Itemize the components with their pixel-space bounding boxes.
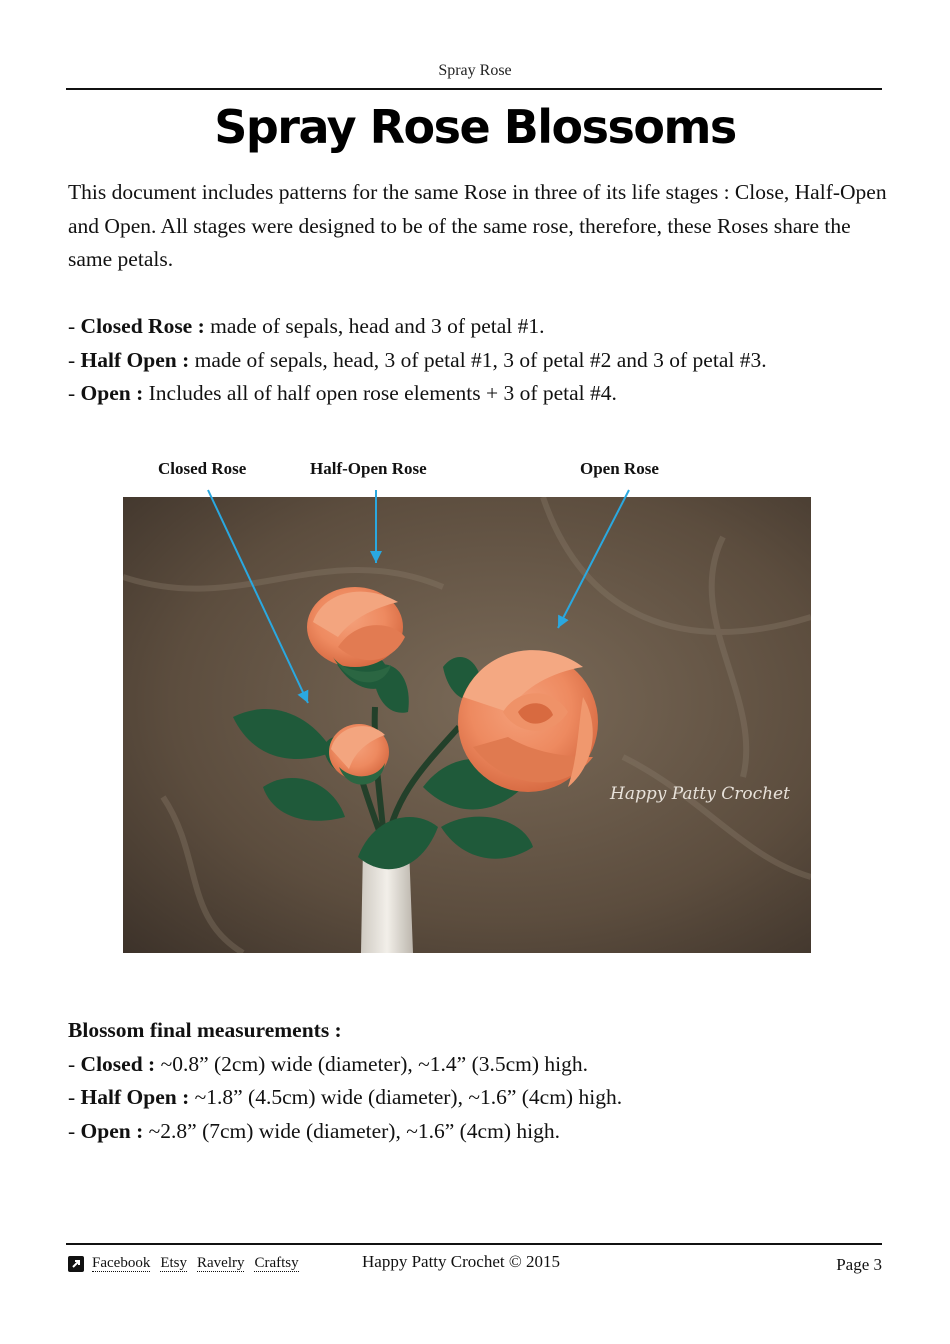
header-rule (66, 88, 882, 90)
list-item: - Open : Includes all of half open rose elements + 3 of petal #4. (68, 381, 617, 405)
measurement-list (68, 1014, 898, 1148)
measurement-value: ~0.8” (2cm) wide (diameter), ~1.4” (3.5cm) high. (155, 1051, 589, 1076)
stage-list (68, 310, 898, 411)
measurement-name: Open : (80, 1118, 144, 1143)
list-item: - Closed : ~0.8” (2cm) wide (diameter), ~1.4” (3.5cm) high. (68, 1051, 589, 1076)
page-number: Page 3 (836, 1255, 882, 1274)
list-item: - Half Open : made of sepals, head, 3 of petal #1, 3 of petal #2 and 3 of petal #3. (68, 347, 767, 372)
footer-link-etsy[interactable]: Etsy (160, 1255, 187, 1271)
measurement-value: ~2.8” (7cm) wide (diameter), ~1.6” (4cm) high. (143, 1118, 560, 1143)
measurement-value: ~1.8” (4.5cm) wide (diameter), ~1.6” (4cm) high. (189, 1085, 623, 1109)
stage-name: Half Open : (80, 347, 190, 372)
footer-link-ravelry[interactable]: Ravelry (197, 1255, 245, 1271)
measurement-name: Closed : (80, 1051, 156, 1076)
rose-photo (123, 497, 811, 953)
intro-paragraph: This document includes patterns for the same Rose in three of its life stages : Close, Half-Open and Open. All stages were designed to be of the same rose, therefore, these Roses share the same petals. (68, 180, 887, 271)
measurement-heading: Blossom final measurements : (68, 1018, 342, 1042)
label-half-open-rose: Half-Open Rose (310, 459, 427, 478)
stage-name: Open : (80, 381, 144, 405)
footer-link-craftsy[interactable]: Craftsy (254, 1255, 299, 1271)
running-header: Spray Rose (438, 62, 512, 79)
list-item: - Open : ~2.8” (7cm) wide (diameter), ~1.6” (4cm) high. (68, 1118, 560, 1143)
footer-rule (66, 1243, 882, 1245)
label-closed-rose: Closed Rose (158, 459, 247, 478)
stage-description: Includes all of half open rose elements + 3 of petal #4. (143, 381, 617, 405)
footer-copyright: Happy Patty Crochet © 2015 (362, 1252, 560, 1271)
stage-description: made of sepals, head and 3 of petal #1. (204, 314, 545, 338)
measurement-name: Half Open : (80, 1085, 190, 1109)
external-link-icon (68, 1256, 84, 1272)
list-item: - Closed Rose : made of sepals, head and 3 of petal #1. (68, 314, 545, 338)
stage-description: made of sepals, head, 3 of petal #1, 3 of petal #2 and 3 of petal #3. (189, 347, 767, 372)
page-title: Spray Rose Blossoms (214, 100, 736, 154)
photo-watermark: Happy Patty Crochet (610, 784, 790, 804)
footer-link-facebook[interactable]: Facebook (92, 1255, 151, 1271)
label-open-rose: Open Rose (580, 459, 659, 478)
stage-name: Closed Rose : (80, 314, 205, 338)
footer-links (68, 1255, 309, 1272)
list-item: - Half Open : ~1.8” (4.5cm) wide (diameter), ~1.6” (4cm) high. (68, 1085, 623, 1109)
